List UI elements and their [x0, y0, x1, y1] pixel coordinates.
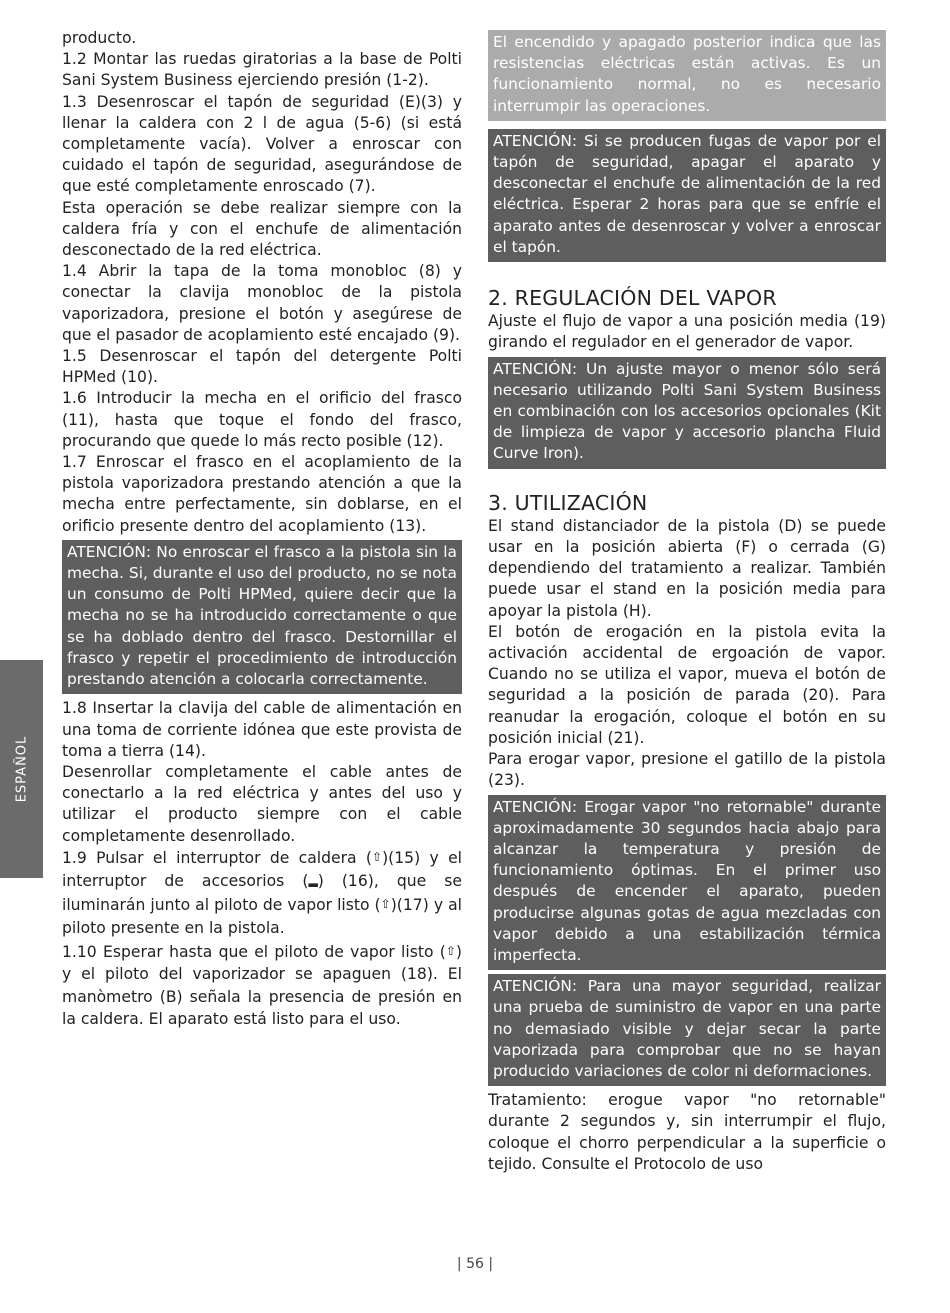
paragraph: producto. [62, 29, 137, 47]
product-name: Polti Sani System Business [62, 50, 462, 90]
warning-box: ATENCIÓN: Para una mayor seguridad, realizar una prueba de suministro de vapor en una parte no demasiado visible y dejar secar la parte vaporizada para comprobar que no se hayan producido variaciones de color ni deformaciones. [488, 974, 886, 1086]
paragraph: Tratamiento: erogue vapor "no retornable" durante 2 segundos y, sin interrumpir el flujo, coloque el chorro perpendicular a la superficie o tejido. Consulte el Protocolo de uso [488, 1091, 886, 1173]
steam-up-icon: ⇧ [445, 943, 456, 958]
warning-box: ATENCIÓN: Un ajuste mayor o menor sólo será necesario utilizando Polti Sani System Business en combinación con los accesorios opcionales (Kit de limpieza de vapor y accesorio plancha Fluid Curve Iron). [488, 357, 886, 469]
paragraph-1-4: 1.4 Abrir la tapa de la toma monobloc (8) y conectar la clavija monobloc de la pistola vaporizadora, presione el botón y asegúrese de que el pasador de acoplamiento esté encajado (9). [62, 262, 462, 344]
warning-box: ATENCIÓN: Erogar vapor "no retornable" durante aproximadamente 30 segundos hacia abajo para alcanzar la temperatura y presión de funcionamiento óptimas. En el primer uso después de encender el aparato, pueden producirse algunas gotas de agua mezcladas con vapor debido a una estabilización térmica imperfecta. [488, 795, 886, 971]
paragraph-1-10: 1.10 Esperar hasta que el piloto de vapor listo (⇧) y el piloto del vaporizador se apaguen (18). El manòmetro (B) señala la presencia de presión en la caldera. El aparato está listo para el uso. [62, 942, 462, 1029]
paragraph: Esta operación se debe realizar siempre con la caldera fría y con el enchufe de alimentación desconectado de la red eléctrica. [62, 198, 462, 260]
paragraph-1-2: 1.2 Montar las ruedas giratorias a la base de Polti Sani System Business ejerciendo presión (1-2). [62, 50, 462, 90]
paragraph-1-7: 1.7 Enroscar el frasco en el acoplamiento de la pistola vaporizadora prestando atención a que la mecha entre perfectamente, sin doblarse, en el orificio presente dentro del acoplamiento (13). [62, 453, 462, 535]
right-column [488, 28, 886, 1175]
paragraph-1-8: 1.8 Insertar la clavija del cable de alimentación en una toma de corriente idónea que este provista de toma a tierra (14). [62, 699, 462, 760]
language-side-tab [0, 660, 43, 878]
language-label: ESPAÑOL [14, 735, 29, 803]
paragraph-1-5: 1.5 Desenroscar el tapón del detergente Polti HPMed (10). [62, 347, 462, 387]
paragraph-1-3: 1.3 Desenroscar el tapón de seguridad (E)(3) y llenar la caldera con 2 l de agua (5-6) (si está completamente vacía). Volver a enroscar con cuidado el tapón de seguridad, asegurándose de que esté completamente enroscado (7). [62, 92, 462, 196]
steam-up-icon: ⇧ [372, 849, 383, 864]
section-heading-vapor: 2. REGULACIÓN DEL VAPOR [488, 286, 777, 311]
steam-up-icon: ⇧ [380, 896, 391, 911]
paragraph: Para erogar vapor, presione el gatillo de la pistola (23). [488, 750, 886, 790]
warning-box: ATENCIÓN: Si se producen fugas de vapor por el tapón de seguridad, apagar el aparato y desconectar el enchufe de alimentación de la red eléctrica. Esperar 2 horas para que se enfríe el aparato antes de desenroscar y volver a enroscar el tapón. [488, 129, 886, 262]
page-number: | 56 | [456, 1256, 494, 1272]
iron-icon: ▂ [308, 873, 318, 888]
paragraph: El stand distanciador de la pistola (D) se puede usar en la posición abierta (F) o cerrada (G) dependiendo del tratamiento a realizar. También puede usar el stand en la posición media para apoyar la pistola (H). [488, 516, 886, 620]
paragraph: Ajuste el flujo de vapor a una posición media (19) girando el regulador en el generador de vapor. [488, 312, 886, 352]
left-column [62, 28, 462, 1031]
section-heading-utilizacion: 3. UTILIZACIÓN [488, 490, 648, 515]
note-box: El encendido y apagado posterior indica que las resistencias eléctricas están activas. Es un funcionamiento normal, no es necesario interrumpir las operaciones. [488, 30, 886, 121]
paragraph-1-9: 1.9 Pulsar el interruptor de caldera (⇧)(15) y el interruptor de accesorios (▂) (16), que se iluminarán junto al piloto de vapor listo (⇧)(17) y al piloto presente en la pistola. [62, 848, 463, 938]
paragraph-1-6: 1.6 Introducir la mecha en el orificio del frasco (11), hasta que toque el fondo del frasco, procurando que quede lo más recto posible (12). [62, 389, 462, 450]
warning-box: ATENCIÓN: No enroscar el frasco a la pistola sin la mecha. Si, durante el uso del producto, no se nota un consumo de Polti HPMed, quiere decir que la mecha no se ha introducido correctamente o que se ha doblado dentro del frasco. Destornillar el frasco y repetir el procedimiento de introducción prestando atención a colocarla correctamente. [62, 540, 462, 694]
paragraph: Desenrollar completamente el cable antes de conectarlo a la red eléctrica y antes del uso y utilizar el producto siempre con el cable completamente desenrollado. [62, 762, 462, 845]
paragraph: El botón de erogación en la pistola evita la activación accidental de ergoación de vapor. Cuando no se utiliza el vapor, mueva el botón de seguridad a la posición de parada (20). Para reanudar la erogación, coloque el botón en su posición inicial (21). [488, 622, 886, 747]
